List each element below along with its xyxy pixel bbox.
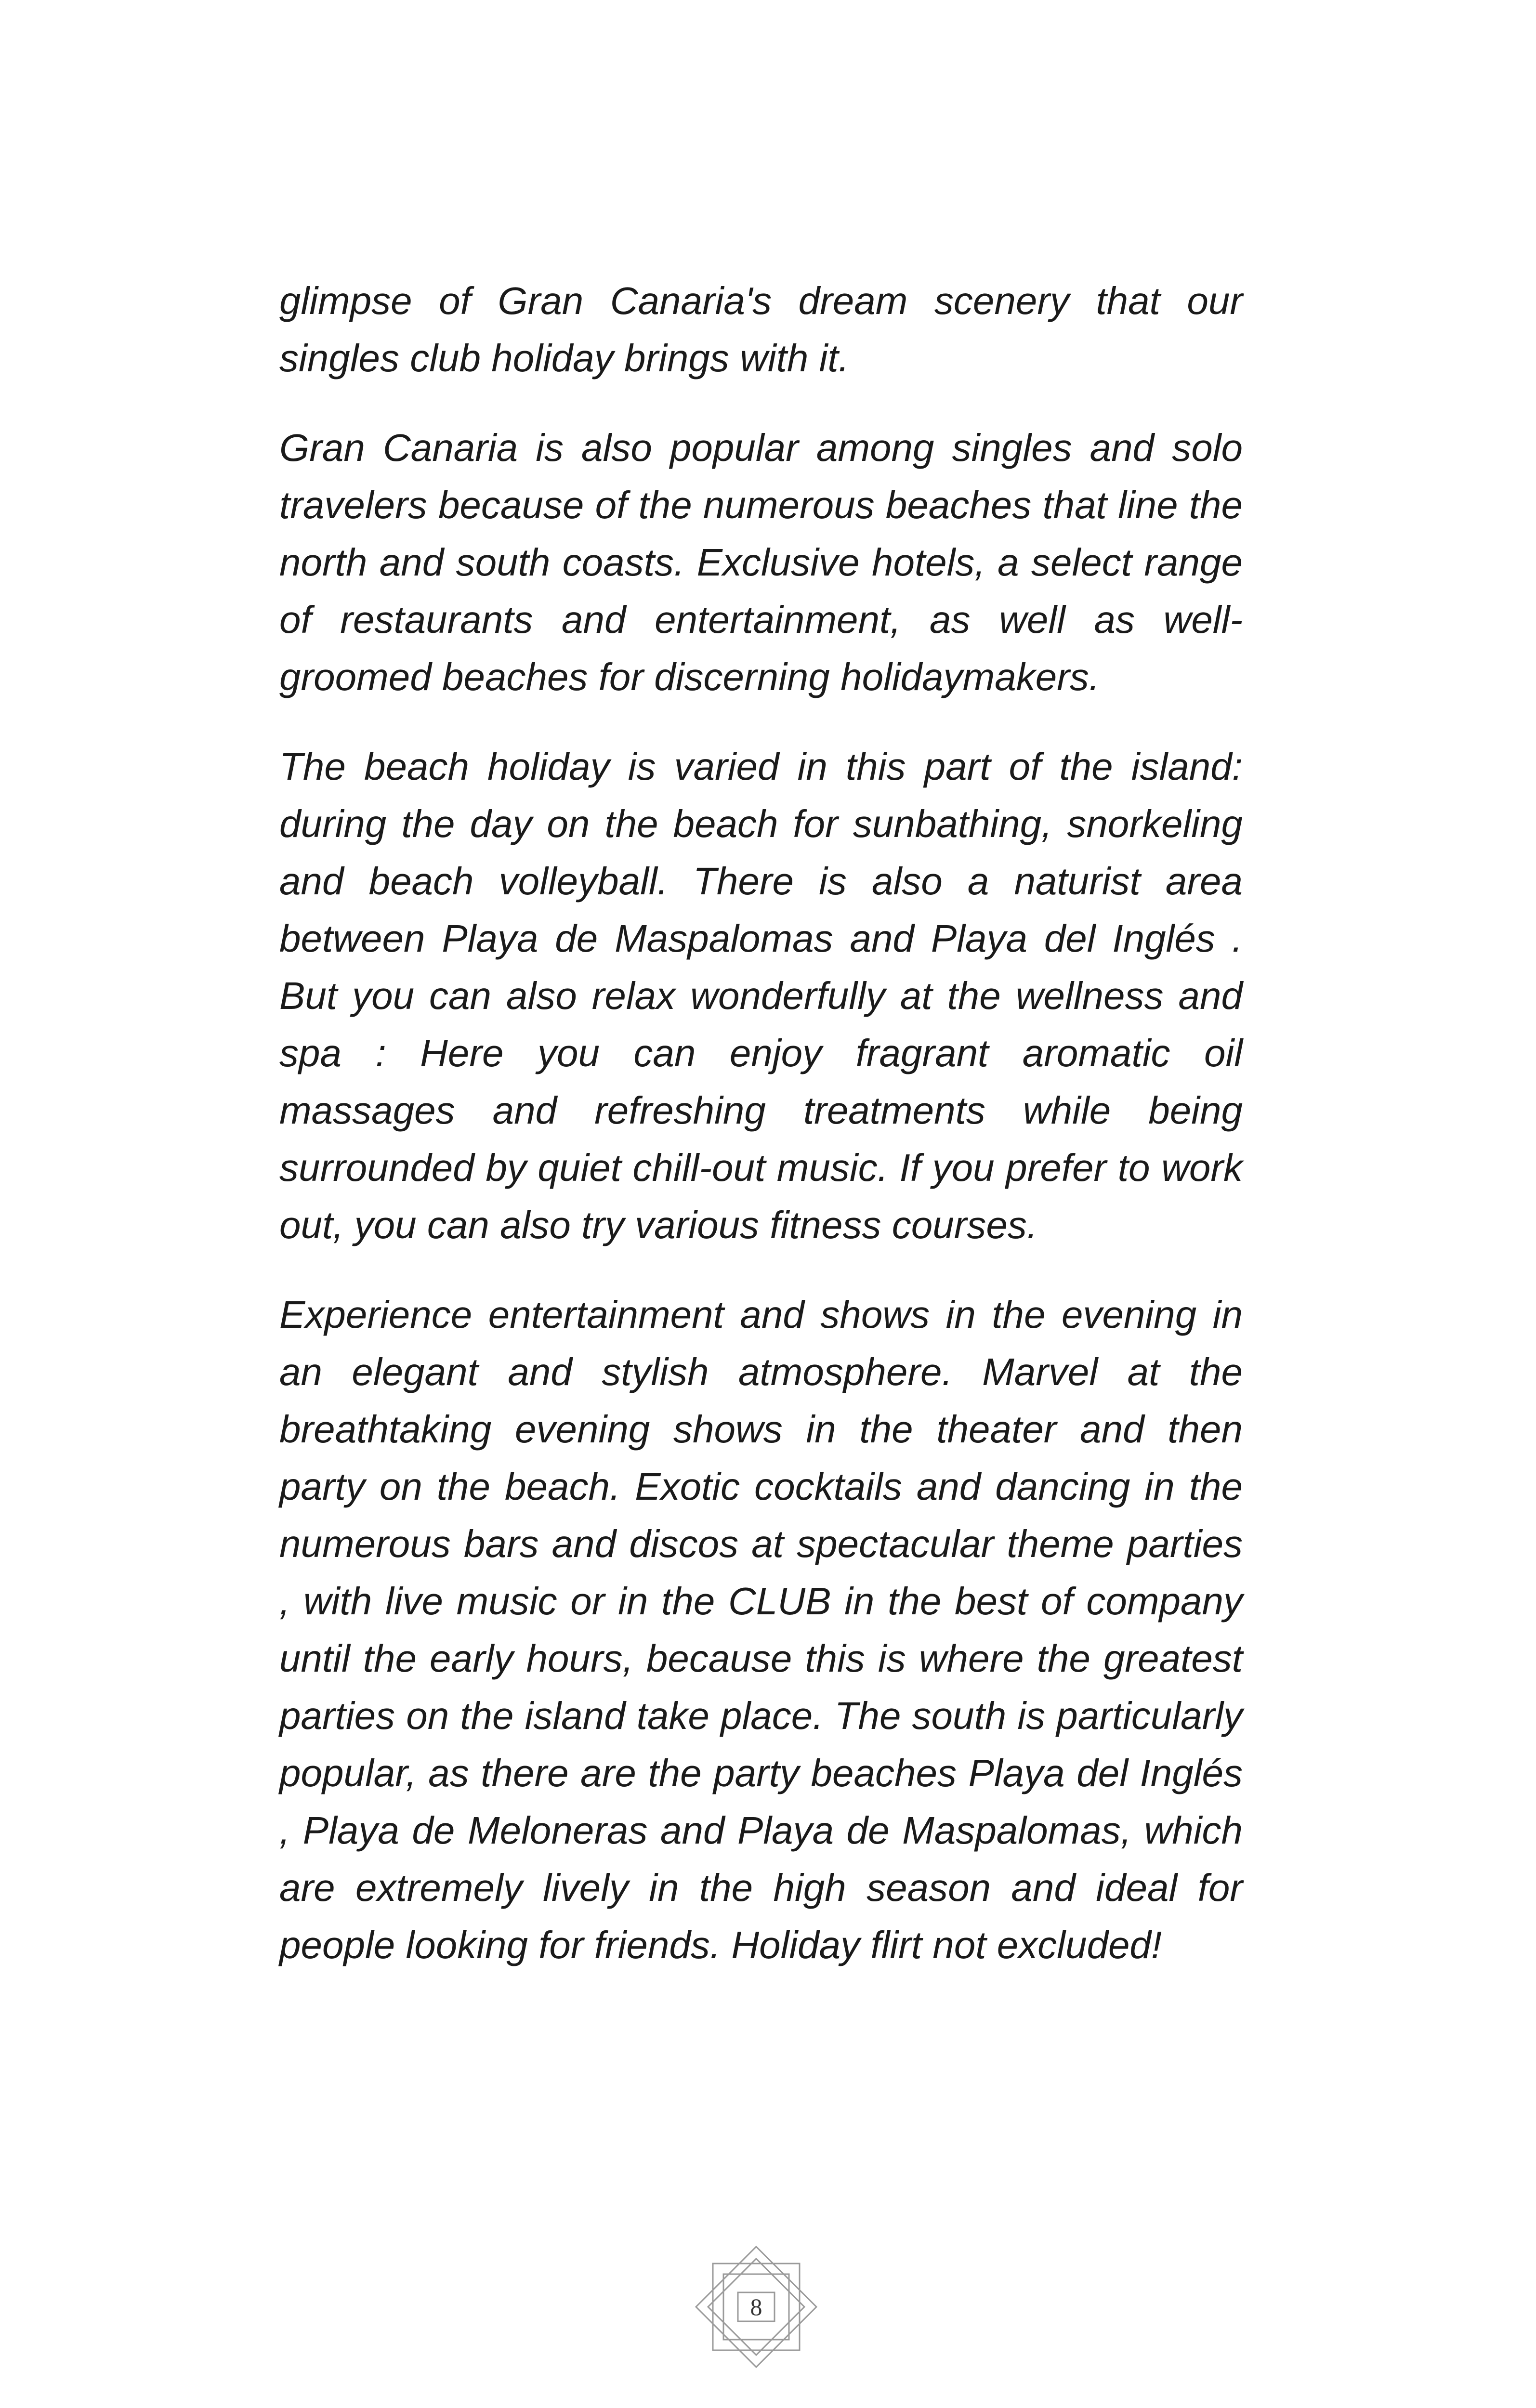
page-number-ornament <box>694 2244 819 2369</box>
page-number: 8 <box>750 2293 762 2320</box>
paragraph-3: The beach holiday is varied in this part of the island: during the day on the beach for sunbathing, snorkeling and beach volleyball. There is also a naturist area between Playa de Maspalomas and Playa del Inglés . But you can also relax wonderfully at the wellness and spa : Here you can enjoy fragrant aromatic oil massages and refreshing treatments while being surrounded by quiet chill-out music. If you prefer to work out, you can also try various fitness courses. <box>279 745 1243 1246</box>
paragraph-4: Experience entertainment and shows in the evening in an elegant and stylish atmosphere. Marvel at the breathtaking evening shows in the theater and then party on the beach. Exotic cocktails and dancing in the numerous bars and discos at spectacular theme parties , with live music or in the CLUB in the best of company until the early hours, because this is where the greatest parties on the island take place. The south is particularly popular, as there are the party beaches Playa del Inglés , Playa de Meloneras and Playa de Maspalomas, which are extremely lively in the high season and ideal for people looking for friends. Holiday flirt not excluded! <box>279 1293 1243 1966</box>
paragraph-2: Gran Canaria is also popular among singles and solo travelers because of the numerous beaches that line the north and south coasts. Exclusive hotels, a select range of restaurants and entertainment, as well as well-groomed beaches for discerning holidaymakers. <box>279 426 1243 698</box>
body-text <box>279 272 1243 2006</box>
paragraph-1: glimpse of Gran Canaria's dream scenery that our singles club holiday brings with it. <box>279 279 1243 380</box>
